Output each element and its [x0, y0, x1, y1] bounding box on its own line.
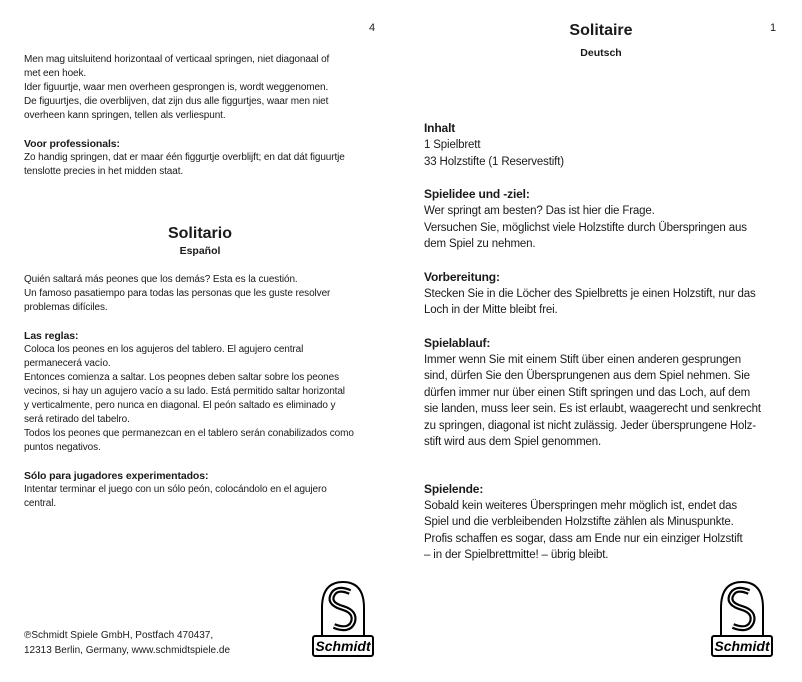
section-heading: Inhalt — [424, 121, 456, 135]
spanish-section — [24, 273, 389, 525]
spanish-rules-text: Coloca los peones en los agujeros del tablero. El agujero central permanecerá vacío. Entonces comienza a saltar. Los peopnes deben saltar sobre los peones vecinos, si hay un agujero vacío a su lado. Está permitido saltar horizontal y verticalmente, pero nunca en diagonal. El peón saltado es eliminado y será retirado del tabelro. Todos los peones que permanezcan en el tablero serán conabilizados como puntos negativos. — [24, 344, 354, 453]
section-text: Sobald kein weiteres Überspringen mehr möglich ist, endet das Spiel und die verbleibenden Holzstifte zählen als Minuspunkte. Profis schaffen es sogar, dass am Ende nur ein einziger Holzstift – in der Spielbrettmitte! – übrig bleibt. — [424, 499, 743, 561]
section-preparation — [424, 269, 784, 319]
schmidt-logo — [312, 578, 374, 658]
german-content — [424, 120, 784, 564]
section-text: 1 Spielbrett 33 Holzstifte (1 Reservestift) — [424, 139, 564, 168]
spanish-experts-heading: Sólo para jugadores experimentados: — [24, 470, 209, 482]
section-text: Wer springt am besten? Das ist hier die Frage. Versuchen Sie, möglichst viele Holzstifte durch Überspringen aus dem Spiel zu nehmen. — [424, 205, 747, 250]
spanish-title: Solitario — [167, 225, 232, 242]
section-gameplay — [424, 335, 784, 451]
publisher-imprint: ℗Schmidt Spiele GmbH, Postfach 470437, 12313 Berlin, Germany, www.schmidtspiele.de — [24, 630, 231, 656]
german-language-label: Deutsch — [580, 47, 622, 59]
spanish-rules-heading: Las reglas: — [24, 330, 79, 342]
page-number-left: 4 — [369, 22, 376, 34]
dutch-professionals-text: Zo handig springen, dat er maar één figgurtje overblijft; en dat dát figuurtje tenslotte precies in het midden staat. — [24, 152, 345, 177]
schmidt-logo — [711, 578, 773, 658]
section-heading: Spielende: — [424, 481, 484, 496]
section-text: Immer wenn Sie mit einem Stift über einen anderen gesprungen sind, dürfen Sie den Übersprungenen aus dem Spiel nehmen. Sie dürfen immer nur über einen Stift springen und das Loch, auf dem sie landen, muss leer sein. Es ist erlaubt, waagerecht und senkrecht zu springen, diagonal ist nicht zulässig. Jeder übersprungene Holz- stift wird aus dem Spiel genommen. — [424, 353, 761, 448]
spanish-intro: Quién saltará más peones que los demás? Esta es la cuestión. Un famoso pasatiempo para todas las personas que les guste resolver problemas difíciles. — [24, 274, 331, 313]
section-game-end — [424, 481, 784, 564]
section-game-idea — [424, 186, 784, 253]
dutch-continuation — [24, 53, 389, 193]
schmidt-logo-text: Schmidt — [315, 638, 371, 654]
section-heading: Vorbereitung: — [424, 269, 500, 284]
section-contents — [424, 120, 784, 170]
spanish-experts-text: Intentar terminar el juego con un sólo peón, colocándolo en el agujero central. — [24, 484, 327, 509]
dutch-paragraph: Men mag uitsluitend horizontaal of verticaal springen, niet diagonaal of met een hoek. Ider figuurtje, waar men overheen gesprongen is, wordt weggenomen. De figuurtjes, die overblijven, dat zijn dus alle figgurtjes, waar men niet overheen kann springen, tellen als verliespunt. — [24, 54, 330, 121]
section-heading: Spielablauf: — [424, 335, 491, 350]
dutch-professionals-heading: Voor professionals: — [24, 138, 120, 150]
section-heading: Spielidee und -ziel: — [424, 187, 530, 201]
german-title: Solitaire — [569, 22, 633, 39]
schmidt-logo-text: Schmidt — [714, 638, 770, 654]
right-page — [401, 0, 802, 682]
section-text: Stecken Sie in die Löcher des Spielbretts je einen Holzstift, nur das Loch in der Mitte bleibt frei. — [424, 287, 756, 316]
spanish-language-label: Español — [179, 245, 221, 257]
page-number-right: 1 — [770, 22, 777, 34]
